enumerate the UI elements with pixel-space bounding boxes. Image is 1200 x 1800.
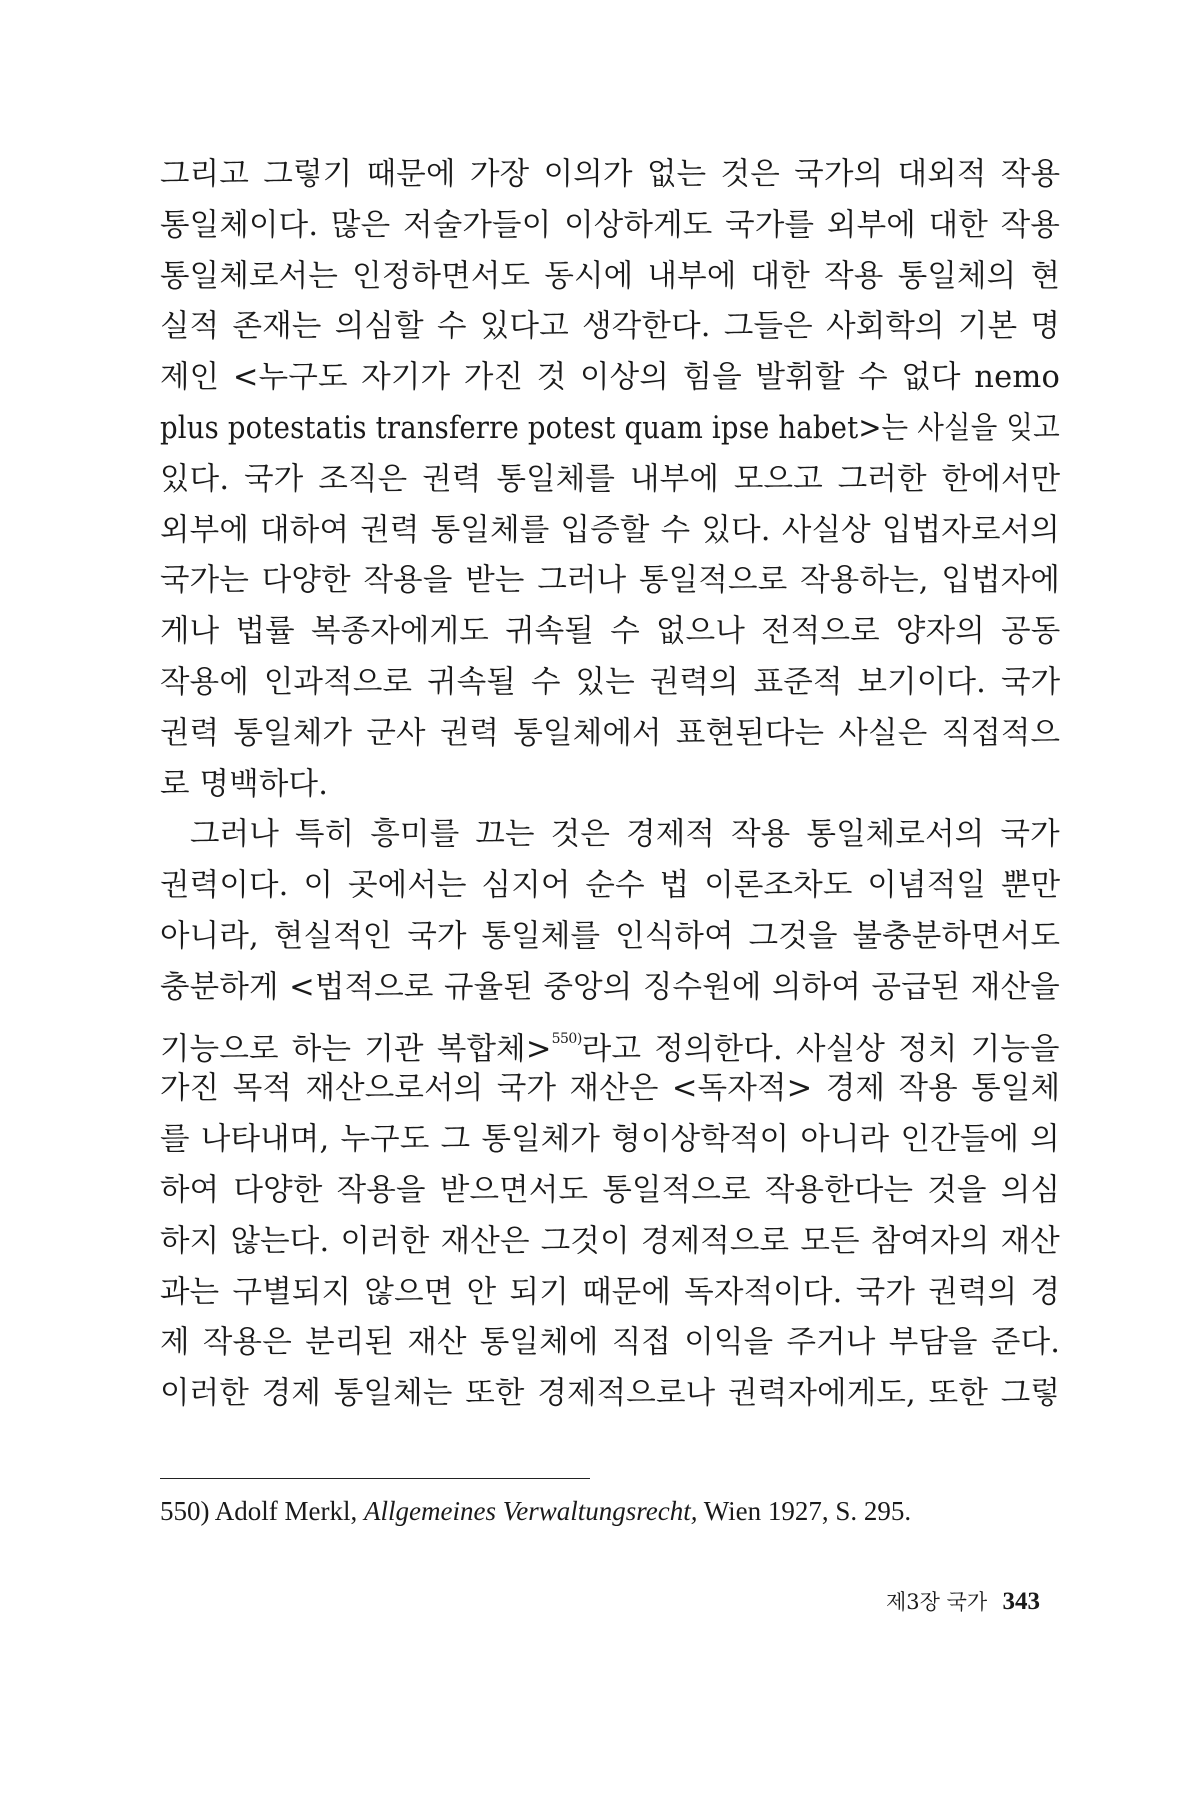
page-number: 343 xyxy=(1002,1588,1040,1615)
footnote-reference: 550) xyxy=(551,1030,582,1047)
text-line xyxy=(160,201,1060,252)
line-text-after-ref: 라고 정의한다. 사실상 정치 기능을 xyxy=(581,1031,1060,1065)
text-line xyxy=(160,1268,1060,1319)
line-content: 충분하게 <법적으로 규율된 중앙의 징수원에 의하여 공급된 재산을 xyxy=(160,969,1060,1005)
text-line xyxy=(160,252,1060,303)
line-content: 그리고 그렇기 때문에 가장 이의가 없는 것은 국가의 대외적 작용 xyxy=(160,157,1060,192)
footnote xyxy=(160,1493,1060,1529)
text-line xyxy=(160,1166,1060,1217)
text-line xyxy=(160,709,1060,760)
footnote-title: Allgemeines Verwaltungsrecht, xyxy=(364,1496,698,1526)
text-line xyxy=(160,861,1060,912)
footnote-divider xyxy=(160,1478,590,1479)
text-line xyxy=(160,1217,1060,1268)
text-line xyxy=(160,760,1060,811)
line-content: 있다. 국가 조직은 권력 통일체를 내부에 모으고 그러한 한에서만 xyxy=(160,461,1060,497)
text-line xyxy=(160,506,1060,557)
footnote-publication: Wien 1927, S. 295. xyxy=(703,1496,912,1526)
text-line xyxy=(160,1064,1060,1115)
page-footer xyxy=(886,1587,1040,1617)
text-line xyxy=(160,353,1060,404)
text-line xyxy=(160,404,1060,455)
line-content: 국가는 다양한 작용을 받는 그러나 통일적으로 작용하는, 입법자에 xyxy=(160,563,1060,599)
body-text xyxy=(160,150,1060,1420)
text-line xyxy=(160,1318,1060,1369)
line-content: 권력이다. 이 곳에서는 심지어 순수 법 이론조차도 이념적일 뿐만 xyxy=(160,868,1060,904)
line-content: 제 작용은 분리된 재산 통일체에 직접 이익을 주거나 부담을 준다. xyxy=(160,1325,1060,1361)
line-content: 통일체이다. 많은 저술가들이 이상하게도 국가를 외부에 대한 작용 xyxy=(160,207,1060,243)
line-content: 하지 않는다. 이러한 재산은 그것이 경제적으로 모든 참여자의 재산 xyxy=(160,1223,1060,1259)
line-text-before-ref: 기능으로 하는 기관 복합체> xyxy=(160,1031,552,1065)
text-line xyxy=(160,1369,1060,1420)
line-content: 게나 법률 복종자에게도 귀속될 수 없으나 전적으로 양자의 공동 xyxy=(160,614,1060,650)
line-content: 로 명백하다. xyxy=(160,766,329,802)
line-content: 를 나타내며, 누구도 그 통일체가 형이상학적이 아니라 인간들에 의 xyxy=(160,1122,1060,1158)
line-content: 작용에 인과적으로 귀속될 수 있는 권력의 표준적 보기이다. 국가 xyxy=(160,664,1060,700)
chapter-label: 제3장 국가 xyxy=(886,1590,988,1614)
line-content: 그러나 특히 흥미를 끄는 것은 경제적 작용 통일체로서의 국가 xyxy=(190,817,1060,853)
text-line xyxy=(160,1115,1060,1166)
text-line xyxy=(160,607,1060,658)
line-content: 권력 통일체가 군사 권력 통일체에서 표현된다는 사실은 직접적으 xyxy=(160,715,1060,751)
line-content: 과는 구별되지 않으면 안 되기 때문에 독자적이다. 국가 권력의 경 xyxy=(160,1274,1060,1310)
line-content: 가진 목적 재산으로서의 국가 재산은 <독자적> 경제 작용 통일체 xyxy=(160,1071,1060,1107)
line-content: plus potestatis transferre potest quam ipse habet>는 사실을 잊고 xyxy=(160,410,1060,446)
line-content xyxy=(160,1014,1060,1065)
line-content: 이러한 경제 통일체는 또한 경제적으로나 권력자에게도, 또한 그렇 xyxy=(160,1376,1060,1412)
line-content: 하여 다양한 작용을 받으면서도 통일적으로 작용한다는 것을 의심 xyxy=(160,1172,1060,1208)
footnote-author: Adolf Merkl, xyxy=(214,1496,358,1526)
line-content: 아니라, 현실적인 국가 통일체를 인식하여 그것을 불충분하면서도 xyxy=(160,918,1060,954)
line-content: 제인 <누구도 자기가 가진 것 이상의 힘을 발휘할 수 없다 nemo xyxy=(160,360,1060,396)
text-line xyxy=(160,963,1060,1014)
footnote-number: 550) xyxy=(160,1496,210,1526)
text-line xyxy=(160,302,1060,353)
text-line xyxy=(160,658,1060,709)
text-line xyxy=(160,1014,1060,1065)
line-content: 통일체로서는 인정하면서도 동시에 내부에 대한 작용 통일체의 현 xyxy=(160,258,1060,294)
line-content: 실적 존재는 의심할 수 있다고 생각한다. 그들은 사회학의 기본 명 xyxy=(160,309,1060,345)
text-line xyxy=(160,556,1060,607)
text-line xyxy=(160,912,1060,963)
paragraph-start-line xyxy=(160,810,1060,861)
text-line xyxy=(160,455,1060,506)
line-content: 외부에 대하여 권력 통일체를 입증할 수 있다. 사실상 입법자로서의 xyxy=(160,512,1060,548)
text-line xyxy=(160,150,1060,201)
